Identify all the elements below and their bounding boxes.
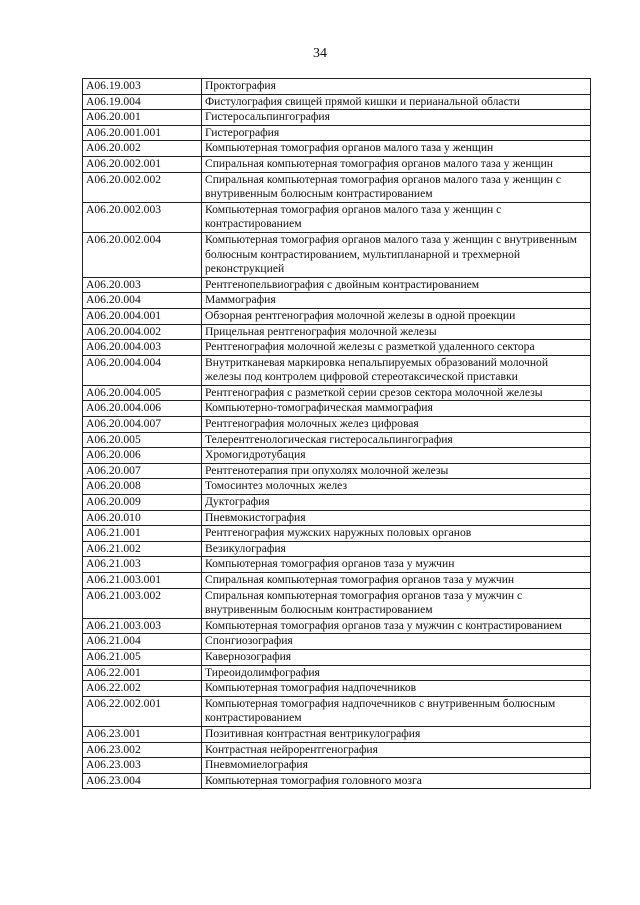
procedure-code: A06.21.001 xyxy=(83,526,202,542)
table-row xyxy=(83,432,591,448)
procedure-code: A06.21.004 xyxy=(83,634,202,650)
table-row xyxy=(83,495,591,511)
table-row xyxy=(83,324,591,340)
procedure-name: Спиральная компьютерная томография органов малого таза у женщин с внутривенным болюсным контрастированием xyxy=(202,172,591,202)
table-row xyxy=(83,526,591,542)
procedure-code: A06.20.004.006 xyxy=(83,401,202,417)
procedure-code: A06.23.002 xyxy=(83,742,202,758)
table-row xyxy=(83,79,591,95)
table-row xyxy=(83,510,591,526)
procedure-code: A06.20.010 xyxy=(83,510,202,526)
procedure-code: A06.22.002.001 xyxy=(83,696,202,726)
procedure-name: Рентгенография молочных желез цифровая xyxy=(202,417,591,433)
procedure-code: A06.23.003 xyxy=(83,758,202,774)
procedure-name: Маммография xyxy=(202,293,591,309)
procedure-name: Дуктография xyxy=(202,495,591,511)
procedure-name: Пневмокистография xyxy=(202,510,591,526)
table-row xyxy=(83,355,591,385)
procedure-code: A06.21.003.001 xyxy=(83,573,202,589)
procedure-code: A06.20.002.003 xyxy=(83,202,202,232)
table-row xyxy=(83,202,591,232)
procedure-code: A06.20.002.002 xyxy=(83,172,202,202)
procedure-name: Спонгиозография xyxy=(202,634,591,650)
table-row xyxy=(83,110,591,126)
procedure-code: A06.20.006 xyxy=(83,448,202,464)
procedure-name: Компьютерная томография надпочечников с внутривенным болюсным контрастированием xyxy=(202,696,591,726)
procedure-code: A06.20.004.007 xyxy=(83,417,202,433)
procedure-name: Контрастная нейрорентгенография xyxy=(202,742,591,758)
procedure-code: A06.20.001.001 xyxy=(83,125,202,141)
procedure-code: A06.20.004.002 xyxy=(83,324,202,340)
procedure-name: Телерентгенологическая гистеросальпингография xyxy=(202,432,591,448)
table-row xyxy=(83,588,591,618)
table-row xyxy=(83,232,591,277)
procedure-name: Компьютерная томография органов малого таза у женщин с контрастированием xyxy=(202,202,591,232)
procedure-name: Пневмомиелография xyxy=(202,758,591,774)
procedure-code: A06.21.002 xyxy=(83,541,202,557)
table-row xyxy=(83,385,591,401)
procedure-name: Рентгенопельвиография с двойным контрастированием xyxy=(202,277,591,293)
table-row xyxy=(83,618,591,634)
table-row xyxy=(83,417,591,433)
procedure-name: Спиральная компьютерная томография органов малого таза у женщин xyxy=(202,156,591,172)
table-row xyxy=(83,696,591,726)
table-row xyxy=(83,479,591,495)
procedure-code: A06.20.002 xyxy=(83,141,202,157)
procedure-name: Спиральная компьютерная томография органов таза у мужчин с внутривенным болюсным контрастированием xyxy=(202,588,591,618)
procedure-name: Обзорная рентгенография молочной железы в одной проекции xyxy=(202,308,591,324)
procedure-name: Кавернозография xyxy=(202,649,591,665)
procedure-code: A06.20.001 xyxy=(83,110,202,126)
table-row xyxy=(83,448,591,464)
table-row xyxy=(83,665,591,681)
table-row xyxy=(83,649,591,665)
procedure-name: Компьютерная томография надпочечников xyxy=(202,681,591,697)
procedure-code: A06.19.004 xyxy=(83,94,202,110)
procedure-name: Рентгенография с разметкой серии срезов сектора молочной железы xyxy=(202,385,591,401)
procedure-code: A06.23.001 xyxy=(83,726,202,742)
procedure-code: A06.20.003 xyxy=(83,277,202,293)
procedure-code: A06.20.009 xyxy=(83,495,202,511)
table-row xyxy=(83,681,591,697)
procedure-code: A06.20.002.004 xyxy=(83,232,202,277)
procedure-name: Прицельная рентгенография молочной железы xyxy=(202,324,591,340)
table-row xyxy=(83,726,591,742)
procedure-name: Томосинтез молочных желез xyxy=(202,479,591,495)
table-row xyxy=(83,541,591,557)
procedures-table xyxy=(82,78,591,789)
procedure-code: A06.20.002.001 xyxy=(83,156,202,172)
procedure-name: Компьютерно-томографическая маммография xyxy=(202,401,591,417)
procedure-code: A06.20.004.001 xyxy=(83,308,202,324)
procedure-code: A06.20.004.005 xyxy=(83,385,202,401)
table-row xyxy=(83,742,591,758)
table-row xyxy=(83,758,591,774)
procedure-name: Фистулография свищей прямой кишки и перианальной области xyxy=(202,94,591,110)
table-row xyxy=(83,634,591,650)
procedure-name: Рентгенография молочной железы с разметкой удаленного сектора xyxy=(202,340,591,356)
table-row xyxy=(83,401,591,417)
procedure-name: Тиреоидолимфография xyxy=(202,665,591,681)
table-row xyxy=(83,141,591,157)
procedure-code: A06.20.005 xyxy=(83,432,202,448)
procedure-code: A06.21.005 xyxy=(83,649,202,665)
table-row xyxy=(83,172,591,202)
procedure-code: A06.20.008 xyxy=(83,479,202,495)
procedure-code: A06.21.003 xyxy=(83,557,202,573)
procedure-code: A06.21.003.003 xyxy=(83,618,202,634)
procedure-name: Компьютерная томография органов таза у мужчин с контрастированием xyxy=(202,618,591,634)
procedure-code: A06.20.004.004 xyxy=(83,355,202,385)
procedure-name: Гистеросальпингография xyxy=(202,110,591,126)
table-row xyxy=(83,125,591,141)
procedure-code: A06.20.007 xyxy=(83,463,202,479)
procedure-name: Компьютерная томография органов малого таза у женщин xyxy=(202,141,591,157)
procedure-name: Рентгенография мужских наружных половых органов xyxy=(202,526,591,542)
procedure-name: Гистерография xyxy=(202,125,591,141)
table-row xyxy=(83,340,591,356)
procedure-code: A06.20.004.003 xyxy=(83,340,202,356)
procedure-code: A06.22.002 xyxy=(83,681,202,697)
procedure-name: Компьютерная томография органов таза у мужчин xyxy=(202,557,591,573)
table-row xyxy=(83,573,591,589)
table-row xyxy=(83,773,591,789)
procedure-code: A06.23.004 xyxy=(83,773,202,789)
procedure-code: A06.20.004 xyxy=(83,293,202,309)
table-row xyxy=(83,277,591,293)
procedure-name: Проктография xyxy=(202,79,591,95)
procedure-name: Рентгенотерапия при опухолях молочной железы xyxy=(202,463,591,479)
table-row xyxy=(83,156,591,172)
procedure-code: A06.19.003 xyxy=(83,79,202,95)
procedure-code: A06.22.001 xyxy=(83,665,202,681)
page-number: 34 xyxy=(313,46,327,61)
table-row xyxy=(83,463,591,479)
procedure-name: Внутритканевая маркировка непальпируемых образований молочной железы под контролем цифровой стереотаксической приставки xyxy=(202,355,591,385)
table-row xyxy=(83,94,591,110)
procedure-name: Компьютерная томография органов малого таза у женщин с внутривенным болюсным контрастированием, мультипланарной и трехмерной реконструкцией xyxy=(202,232,591,277)
procedures-table-body xyxy=(83,79,591,789)
table-row xyxy=(83,293,591,309)
procedure-name: Везикулография xyxy=(202,541,591,557)
procedure-name: Спиральная компьютерная томография органов таза у мужчин xyxy=(202,573,591,589)
procedure-name: Хромогидротубация xyxy=(202,448,591,464)
table-row xyxy=(83,557,591,573)
table-row xyxy=(83,308,591,324)
procedure-name: Компьютерная томография головного мозга xyxy=(202,773,591,789)
procedure-code: A06.21.003.002 xyxy=(83,588,202,618)
procedure-name: Позитивная контрастная вентрикулография xyxy=(202,726,591,742)
